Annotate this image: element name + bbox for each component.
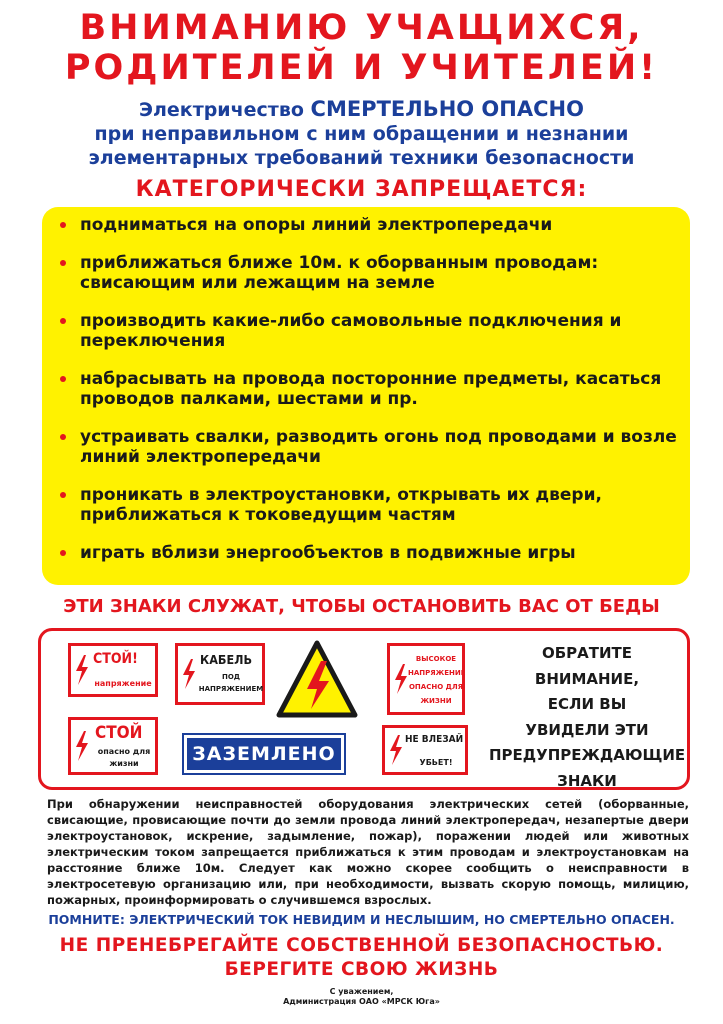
signature bbox=[0, 987, 723, 1007]
lightning-bolt-icon bbox=[393, 664, 409, 694]
lightning-bolt-icon bbox=[74, 731, 90, 761]
slogan-line-1: НЕ ПРЕНЕБРЕГАЙТЕ СОБСТВЕННОЙ БЕЗОПАСНОСТЬЮ. bbox=[59, 935, 664, 956]
slogan-line-2: БЕРЕГИТЕ СВОЮ ЖИЗНЬ bbox=[224, 959, 499, 980]
signature-line-2: Администрация ОАО «МРСК Юга» bbox=[283, 997, 440, 1006]
sign-grounded: ЗАЗЕМЛЕНО bbox=[184, 735, 344, 773]
subtitle-emphasis: СМЕРТЕЛЬНО ОПАСНО bbox=[310, 97, 584, 121]
bullet-icon bbox=[60, 222, 66, 228]
title-line-1: ВНИМАНИЮ УЧАЩИХСЯ, bbox=[79, 8, 644, 48]
forbidden-list bbox=[42, 207, 690, 585]
sign-do-not-climb: НЕ ВЛЕЗАЙ УБЬЕТ! bbox=[382, 725, 468, 775]
subtitle-line-2: при неправильном с ним обращении и незнании bbox=[94, 123, 629, 145]
list-item: подниматься на опоры линий электропередачи bbox=[56, 215, 678, 235]
list-item: играть вблизи энергообъектов в подвижные игры bbox=[56, 543, 678, 563]
lightning-bolt-icon bbox=[181, 659, 197, 689]
signs-panel bbox=[38, 628, 690, 790]
bullet-icon bbox=[60, 376, 66, 382]
list-item: устраивать свалки, разводить огонь под проводами и возле линий электропередачи bbox=[56, 427, 678, 467]
subtitle-prefix: Электричество bbox=[139, 99, 304, 121]
bullet-icon bbox=[60, 550, 66, 556]
subtitle bbox=[0, 97, 723, 170]
signs-heading: ЭТИ ЗНАКИ СЛУЖАТ, ЧТОБЫ ОСТАНОВИТЬ ВАС ОТ БЕДЫ bbox=[63, 596, 660, 617]
warning-paragraph: При обнаружении неисправностей оборудования электрических сетей (оборванные, свисающие, провисающие почти до земли провода линий электропередач, незапертые двери электроустановок, искрение, задымление, пожар), поражении людей или животных электрическим током запрещается приближаться к этим проводам и электроустановкам на расстояние ближе 10м. Следует как можно скорее сообщить о неисправности в электросетевую организацию или, при необходимости, вызвать скорую помощь, милицию, пожарных, проинформировать о случившемся взрослых. bbox=[47, 797, 689, 907]
attention-note: ОБРАТИТЕ ВНИМАНИЕ, ЕСЛИ ВЫ УВИДЕЛИ ЭТИ ПРЕДУПРЕЖДАЮЩИЕ ЗНАКИ bbox=[489, 644, 686, 790]
bullet-icon bbox=[60, 260, 66, 266]
list-item: производить какие-либо самовольные подключения и переключения bbox=[56, 311, 678, 351]
lightning-bolt-icon bbox=[74, 655, 90, 685]
bullet-icon bbox=[60, 318, 66, 324]
list-item: набрасывать на провода посторонние предметы, касаться проводов палками, шестами и пр. bbox=[56, 369, 678, 409]
list-item: приближаться ближе 10м. к оборванным проводам: свисающим или лежащим на земле bbox=[56, 253, 678, 293]
lightning-bolt-icon bbox=[388, 735, 404, 765]
forbidden-heading: КАТЕГОРИЧЕСКИ ЗАПРЕЩАЕТСЯ: bbox=[135, 177, 588, 202]
sign-cable-live: КАБЕЛЬ ПОД НАПРЯЖЕНИЕМ bbox=[175, 643, 265, 705]
sign-high-voltage: ВЫСОКОЕ НАПРЯЖЕНИЕ ОПАСНО ДЛЯ ЖИЗНИ bbox=[387, 643, 465, 715]
poster-title bbox=[0, 8, 723, 88]
list-item: проникать в электроустановки, открывать их двери, приближаться к токоведущим частям bbox=[56, 485, 678, 525]
title-line-2: РОДИТЕЛЕЙ И УЧИТЕЛЕЙ! bbox=[64, 48, 659, 88]
bullet-icon bbox=[60, 492, 66, 498]
bullet-icon bbox=[60, 434, 66, 440]
sign-stop-danger: СТОЙ опасно для жизни bbox=[68, 717, 158, 775]
warning-triangle-icon bbox=[275, 639, 359, 719]
remember-note: ПОМНИТЕ: ЭЛЕКТРИЧЕСКИЙ ТОК НЕВИДИМ И НЕСЛЫШИМ, НО СМЕРТЕЛЬНО ОПАСЕН. bbox=[48, 912, 675, 927]
bottom-slogan bbox=[0, 934, 723, 982]
subtitle-line-1 bbox=[0, 97, 723, 122]
sign-stop-voltage: СТОЙ! напряжение bbox=[68, 643, 158, 697]
subtitle-line-3: элементарных требований техники безопасности bbox=[88, 147, 635, 169]
signature-line-1: С уважением, bbox=[329, 987, 394, 996]
